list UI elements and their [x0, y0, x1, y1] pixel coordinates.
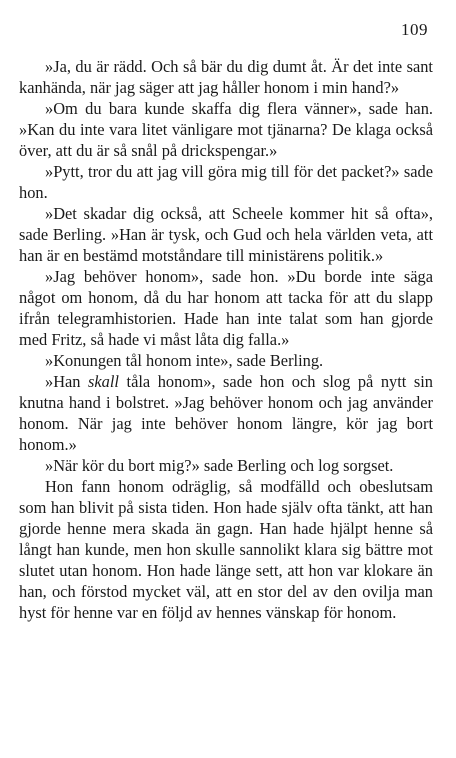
- body-text: [19, 56, 433, 623]
- paragraph-1: »Ja, du är rädd. Och så bär du dig dumt åt. Är det inte sant kanhända, när jag säger att jag håller honom i min hand?»: [19, 57, 433, 97]
- paragraph-3: »Pytt, tror du att jag vill göra mig till för det packet?» sade hon.: [19, 162, 433, 202]
- paragraph-2: »Om du bara kunde skaffa dig flera vänner», sade han. »Kan du inte vara litet vänligare mot tjänarna? De klaga också över, att du är så snål på drickspengar.»: [19, 99, 433, 160]
- paragraph-8: »När kör du bort mig?» sade Berling och log sorgset.: [45, 456, 394, 475]
- emphasized-word: skall: [88, 372, 119, 391]
- paragraph-4: »Det skadar dig också, att Scheele kommer hit så ofta», sade Berling. »Han är tysk, och Gud och hela världen veta, att han är en bestämd motståndare till ministärens politik.»: [19, 204, 433, 265]
- paragraph-5: »Jag behöver honom», sade hon. »Du borde inte säga något om honom, då du har honom att tacka för att du slapp ifrån telegramhistorien. Hade han inte talat som han gjorde med Fritz, så hade vi måst låta dig falla.»: [19, 267, 433, 349]
- paragraph-7-start: »Han: [45, 372, 89, 391]
- paragraph-9: Hon fann honom odräglig, så modfälld och obeslutsam som han blivit på sista tiden. Hon hade själv ofta tänkt, att han gjorde henne mera skada än gagn. Han hade hjälpt henne så långt han kunde, men hon skulle sannolikt klara sig bättre mot slutet utan honom. Hon hade länge sett, att hon var klokare än han, och förstod mycket väl, att en stor del av den ovilja man hyst för henne var en följd av hennes vänskap för honom.: [19, 477, 433, 622]
- paragraph-7-end: tåla honom», sade hon och slog på nytt sin knutna hand i bolstret. »Jag behöver honom och jag använder honom. När jag inte behöver honom längre, kör jag bort honom.»: [19, 372, 433, 454]
- paragraph-7: [19, 371, 433, 455]
- page-number: 109: [401, 20, 428, 39]
- paragraph-6: »Konungen tål honom inte», sade Berling.: [45, 351, 324, 370]
